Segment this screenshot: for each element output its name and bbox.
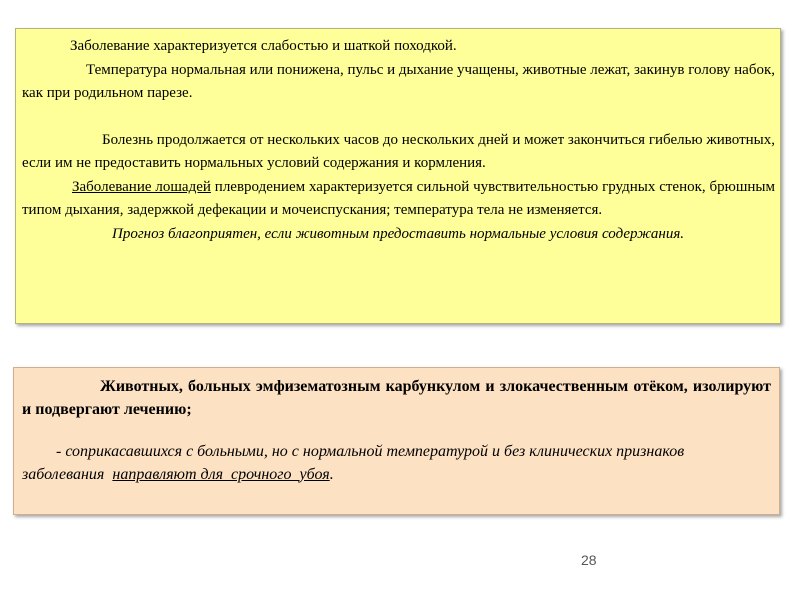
page-number: 28 — [581, 552, 597, 568]
underlined-phrase: Заболевание лошадей — [72, 178, 211, 195]
yellow-text-box — [15, 28, 781, 324]
isolation-paragraph: Животных, больных эмфизематозным карбункулом и злокачественным отёком, изолируют и подвергают лечению; — [22, 378, 771, 418]
paragraph-1: Заболевание характеризуется слабостью и шаткой походкой. — [70, 38, 457, 54]
paragraph-2: Температура нормальная или понижена, пульс и дыхание учащены, животные лежат, закинув голову набок, как при родильном парезе. — [22, 61, 775, 101]
slaughter-paragraph: - соприкасавшихся с больными, но с нормальной температурой и без клинических признаков заболевания направляют для срочного убоя. — [22, 443, 693, 483]
underlined-phrase: направляют для срочного убоя — [112, 465, 330, 483]
spacer — [22, 106, 775, 129]
paragraph-3: Болезнь продолжается от нескольких часов до нескольких дней и может закончиться гибелью животных, если им не предоставить нормальных условий содержания и кормления. — [22, 131, 775, 171]
paragraph-5-prognosis: Прогноз благоприятен, если животным предоставить нормальные условия содержания. — [112, 225, 685, 242]
peach-text-box — [13, 367, 780, 515]
spacer — [22, 421, 771, 441]
paragraph-4: Заболевание лошадей плевродением характеризуется сильной чувствительностью грудных стенок, брюшным типом дыхания, задержкой дефекации и мочеиспускания; температура тела не изменяется. — [22, 178, 775, 218]
